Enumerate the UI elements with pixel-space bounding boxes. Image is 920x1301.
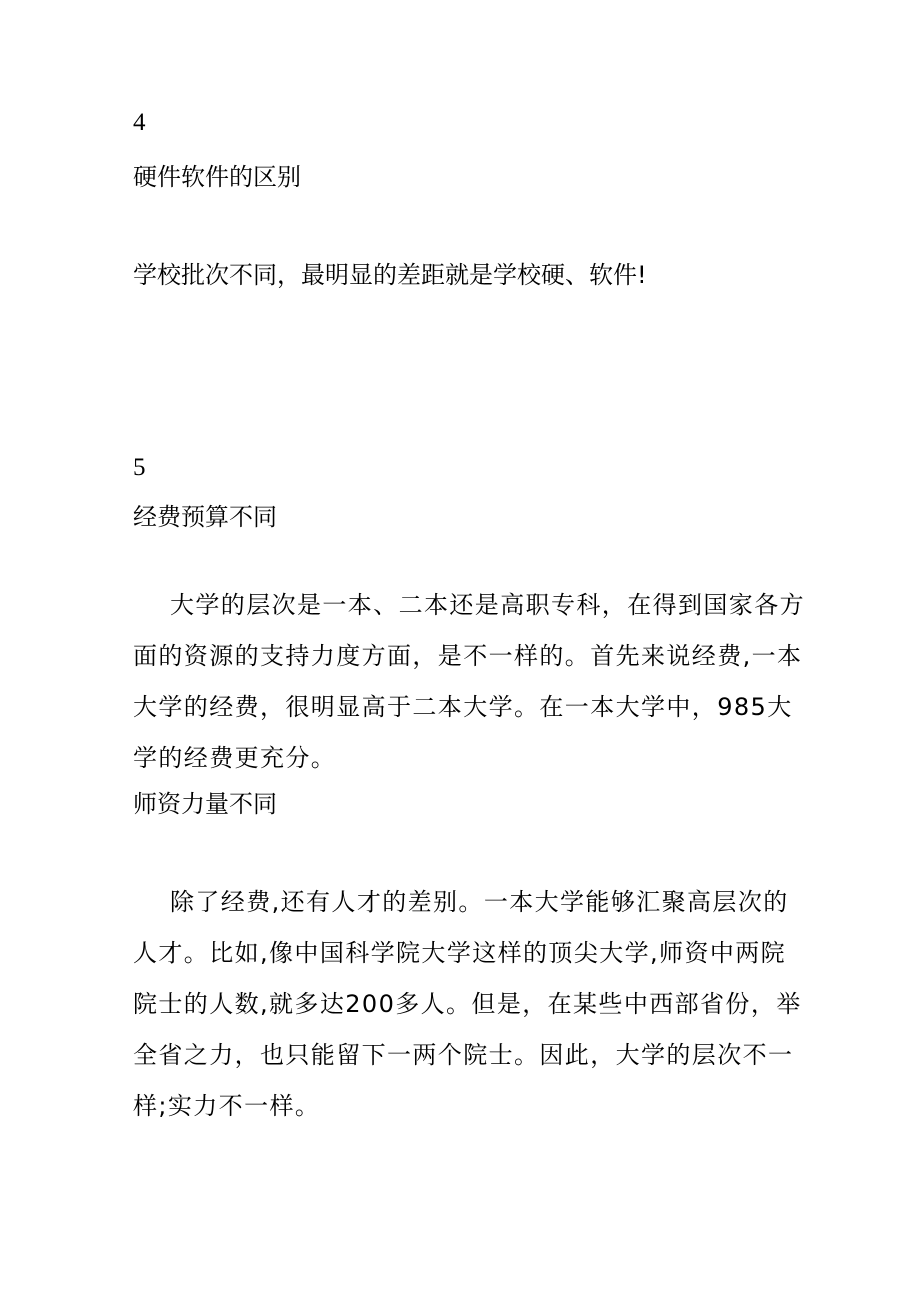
section-heading: 硬件软件的区别	[133, 163, 301, 191]
section-subheading: 师资力量不同	[133, 790, 277, 818]
body-paragraph: 大学的层次是一本、二本还是高职专科，在得到国家各方面的资源的支持力度方面，是不一样的。首先来说经费,一本大学的经费，很明显高于二本大学。在一本大学中，985大学的经费更充分。	[133, 591, 805, 772]
body-paragraph: 除了经费,还有人才的差别。一本大学能够汇聚高层次的人才。比如,像中国科学院大学这样的顶尖大学,师资中两院院士的人数,就多达200多人。但是，在某些中西部省份，举全省之力，也只能留下一两个院士。因此，大学的层次不一样;实力不一样。	[133, 888, 802, 1120]
section-heading: 经费预算不同	[133, 503, 277, 531]
section-number: 5	[133, 454, 146, 481]
body-paragraph: 学校批次不同，最明显的差距就是学校硬、软件!	[133, 261, 647, 289]
section-number: 4	[133, 109, 146, 136]
